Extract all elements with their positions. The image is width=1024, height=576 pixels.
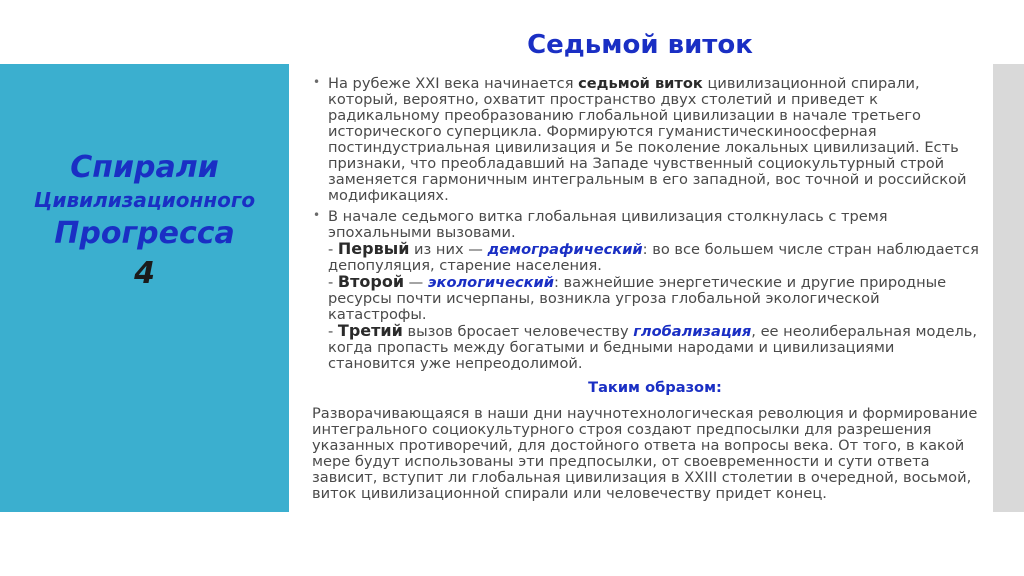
bullet-icon: • bbox=[313, 75, 321, 89]
challenge-third-term: глобализация bbox=[633, 323, 752, 340]
conclusion-paragraph: Разворачивающаяся в наши дни научнотехнологическая революция и формирование интегрального социокультурного строя создают предпосылки для разрешения указанных противоречий, для достойного ответа на вопросы века. От того, в какой мере будут использованы эти предпосылки, от своевременности и сути ответа зависит, вступит ли глобальная цивилизация в XXIII столетии в очередной, восьмой, виток цивилизационной спирали или человечеству придет конец. bbox=[312, 405, 978, 502]
challenge-first-text: : во все большем числе стран наблюдается депопуляция, старение населения. bbox=[328, 241, 979, 274]
bullet-challenges bbox=[312, 209, 982, 372]
left-title-line1: Спирали bbox=[70, 150, 219, 185]
challenge-second bbox=[328, 274, 982, 323]
slide-number: 4 bbox=[134, 256, 155, 291]
challenge-third-word: Третий bbox=[337, 321, 403, 340]
challenge-third-mid: вызов бросает человечеству bbox=[402, 323, 634, 340]
challenge-second-word: Второй bbox=[337, 272, 405, 291]
slide-title: Седьмой виток bbox=[527, 30, 753, 60]
bullet-icon: • bbox=[313, 208, 321, 222]
left-title-line2: Цивилизационного bbox=[33, 188, 256, 212]
bullet-seventh-turn bbox=[312, 76, 982, 204]
dash: - bbox=[328, 241, 338, 258]
bullet1-bold: седьмой виток bbox=[578, 75, 703, 92]
challenge-third bbox=[328, 323, 982, 372]
challenges-intro: В начале седьмого витка глобальная цивилизация столкнулась с тремя эпохальными вызовами. bbox=[328, 208, 888, 241]
content-area bbox=[312, 76, 982, 502]
challenge-first-term: демографический bbox=[487, 241, 643, 258]
left-title-line3: Прогресса bbox=[54, 216, 235, 251]
right-accent-strip bbox=[993, 64, 1024, 512]
challenge-second-mid: — bbox=[404, 274, 428, 291]
challenge-third-text: , ее неолиберальная модель, когда пропасть между богатыми и бедными народами и цивилизациями становится уже непреодолимой. bbox=[328, 323, 978, 372]
conclusion-heading: Таким образом: bbox=[588, 379, 722, 396]
bullet1-pre: На рубеже XXI века начинается bbox=[328, 75, 579, 92]
challenge-first-mid: из них — bbox=[409, 241, 488, 258]
challenge-second-term: экологический bbox=[427, 274, 554, 291]
left-title-block bbox=[0, 150, 289, 294]
challenge-second-text: : важнейшие энергетические и другие природные ресурсы почти исчерпаны, возникла угроза глобальной экологической катастрофы. bbox=[328, 274, 947, 323]
challenge-first bbox=[328, 241, 982, 274]
bullet1-post: цивилизационной спирали, который, вероятно, охватит пространство двух столетий и приведет к радикальному преобразованию глобальной цивилизации в начале третьего исторического суперцикла. Формируются гуманистическиноосферная постиндустриальная цивилизация и 5е поколение локальных цивилизаций. Есть признаки, что преобладавший на Западе чувственный социокультурный строй заменяется гармоничным интегральным в его западной, вос точной и российской модификациях. bbox=[328, 75, 967, 204]
dash: - bbox=[328, 274, 338, 291]
challenge-first-word: Первый bbox=[337, 239, 410, 258]
dash: - bbox=[328, 323, 338, 340]
